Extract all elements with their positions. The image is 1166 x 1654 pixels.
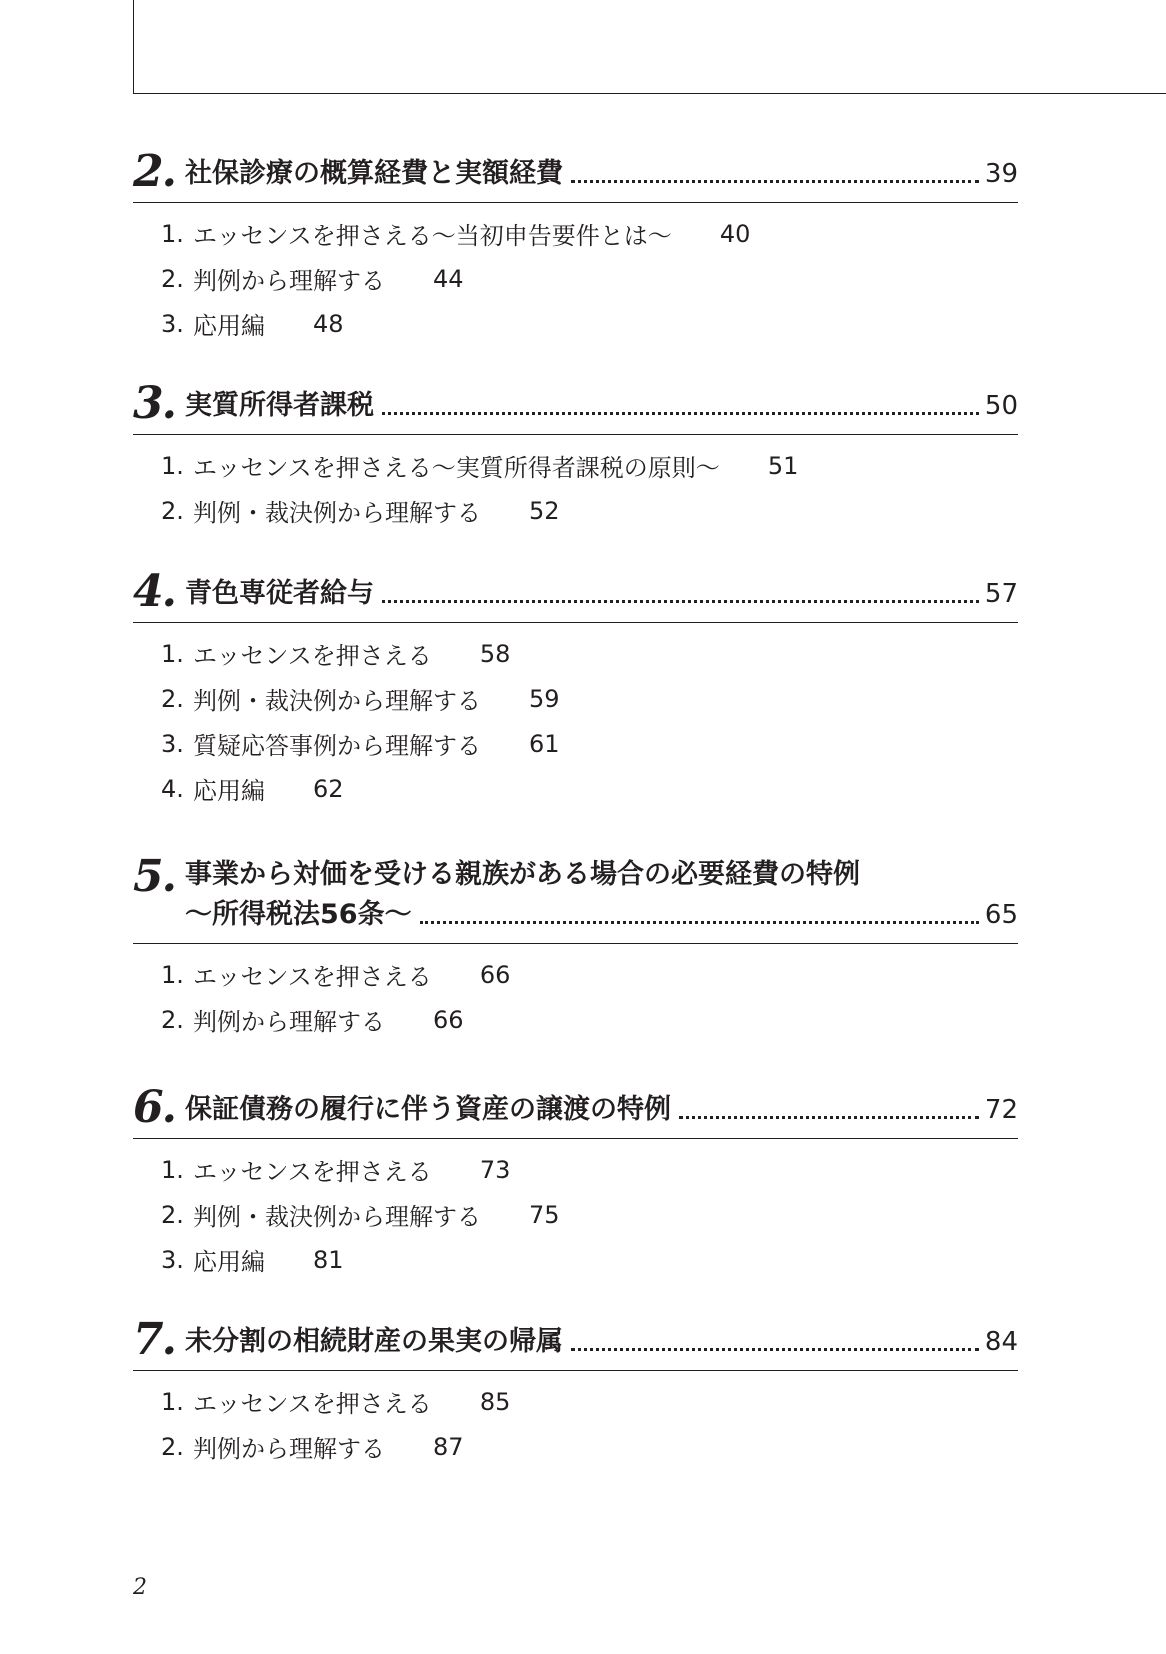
dot-leader — [571, 1348, 979, 1351]
toc-item[interactable] — [133, 1379, 1018, 1424]
item-label: 応用編 — [193, 312, 265, 340]
page-header-frame — [133, 0, 1166, 94]
chapter-number: 4. — [133, 566, 175, 617]
item-number: 1. — [161, 451, 184, 480]
item-page-number: 52 — [529, 496, 560, 525]
toc-chapter — [133, 1082, 1018, 1282]
chapter-title: 実質所得者課税 — [185, 390, 374, 421]
item-page-number: 81 — [313, 1245, 344, 1274]
toc-item[interactable] — [133, 721, 1018, 766]
chapter-number: 2. — [133, 146, 175, 197]
item-label: エッセンスを押さえる — [193, 642, 432, 670]
toc-item[interactable] — [133, 1192, 1018, 1237]
chapter-heading[interactable] — [133, 1082, 1018, 1139]
item-number: 2. — [161, 1432, 184, 1461]
item-label: エッセンスを押さえる～当初申告要件とは～ — [193, 222, 672, 250]
item-label: 判例から理解する — [193, 1008, 385, 1036]
toc-item[interactable] — [133, 1147, 1018, 1192]
toc-item[interactable] — [133, 256, 1018, 301]
toc-item[interactable] — [133, 1424, 1018, 1469]
chapter-number: 6. — [133, 1082, 175, 1133]
item-label: 応用編 — [193, 1248, 265, 1276]
item-label: 判例・裁決例から理解する — [193, 499, 481, 527]
item-label: 判例・裁決例から理解する — [193, 1203, 481, 1231]
chapter-number: 5. — [133, 851, 175, 902]
item-label: 判例・裁決例から理解する — [193, 687, 481, 715]
chapter-heading[interactable] — [133, 851, 1018, 944]
item-number: 3. — [161, 1245, 184, 1274]
chapter-number: 3. — [133, 378, 175, 429]
item-label: 質疑応答事例から理解する — [193, 732, 481, 760]
toc-item[interactable] — [133, 211, 1018, 256]
chapter-subtitle: ～所得税法56条～ — [185, 899, 412, 930]
item-page-number: 73 — [479, 1155, 511, 1184]
item-label: エッセンスを押さえる — [193, 963, 432, 991]
chapter-title: 事業から対価を受ける親族がある場合の必要経費の特例 — [185, 859, 860, 890]
dot-leader — [382, 600, 979, 603]
toc-item[interactable] — [133, 997, 1018, 1042]
chapter-heading[interactable] — [133, 1314, 1018, 1371]
toc-chapter — [133, 146, 1018, 346]
item-page-number: 58 — [479, 639, 511, 668]
chapter-page-number: 84 — [984, 1327, 1018, 1357]
toc-item[interactable] — [133, 443, 1018, 488]
item-number: 2. — [161, 264, 184, 293]
chapter-title: 社保診療の概算経費と実額経費 — [185, 158, 563, 189]
chapter-title: 青色専従者給与 — [185, 578, 374, 609]
chapter-title: 保証債務の履行に伴う資産の譲渡の特例 — [185, 1094, 671, 1125]
item-number: 1. — [161, 219, 184, 248]
item-page-number: 66 — [479, 960, 511, 989]
item-number: 2. — [161, 684, 184, 713]
item-page-number: 75 — [529, 1200, 560, 1229]
item-number: 1. — [161, 960, 184, 989]
chapter-page-number: 65 — [984, 900, 1018, 930]
toc-chapter — [133, 1314, 1018, 1469]
chapter-page-number: 72 — [984, 1095, 1018, 1125]
item-number: 1. — [161, 1155, 184, 1184]
toc-item[interactable] — [133, 676, 1018, 721]
item-page-number: 40 — [719, 219, 751, 248]
item-label: 応用編 — [193, 777, 265, 805]
page-folio: 2 — [133, 1575, 147, 1600]
item-page-number: 61 — [529, 729, 560, 758]
dot-leader — [679, 1116, 979, 1119]
item-page-number: 66 — [433, 1005, 464, 1034]
item-number: 2. — [161, 1200, 184, 1229]
chapter-page-number: 50 — [984, 391, 1018, 421]
dot-leader — [571, 180, 979, 183]
item-number: 2. — [161, 1005, 184, 1034]
item-page-number: 44 — [433, 264, 464, 293]
chapter-page-number: 39 — [984, 159, 1018, 189]
toc-item[interactable] — [133, 631, 1018, 676]
item-number: 1. — [161, 639, 184, 668]
toc-item[interactable] — [133, 301, 1018, 346]
item-label: 判例から理解する — [193, 1435, 385, 1463]
item-number: 3. — [161, 729, 184, 758]
item-page-number: 51 — [767, 451, 799, 480]
chapter-heading[interactable] — [133, 566, 1018, 623]
toc-item[interactable] — [133, 488, 1018, 533]
dot-leader — [382, 412, 979, 415]
item-number: 2. — [161, 496, 184, 525]
item-label: エッセンスを押さえる～実質所得者課税の原則～ — [193, 454, 720, 482]
toc-item[interactable] — [133, 952, 1018, 997]
dot-leader — [420, 921, 979, 924]
item-label: エッセンスを押さえる — [193, 1390, 432, 1418]
toc-chapter — [133, 378, 1018, 533]
chapter-page-number: 57 — [984, 579, 1018, 609]
item-page-number: 48 — [313, 309, 344, 338]
toc-item[interactable] — [133, 766, 1018, 811]
item-label: エッセンスを押さえる — [193, 1158, 432, 1186]
toc-chapter — [133, 851, 1018, 1042]
toc-chapter — [133, 566, 1018, 811]
item-label: 判例から理解する — [193, 267, 385, 295]
item-page-number: 85 — [479, 1387, 511, 1416]
item-page-number: 59 — [529, 684, 560, 713]
chapter-heading[interactable] — [133, 378, 1018, 435]
toc-item[interactable] — [133, 1237, 1018, 1282]
item-page-number: 87 — [433, 1432, 464, 1461]
item-number: 3. — [161, 309, 184, 338]
chapter-heading[interactable] — [133, 146, 1018, 203]
item-page-number: 62 — [313, 774, 344, 803]
chapter-number: 7. — [133, 1314, 175, 1365]
chapter-title: 未分割の相続財産の果実の帰属 — [185, 1326, 563, 1357]
item-number: 1. — [161, 1387, 184, 1416]
item-number: 4. — [161, 774, 184, 803]
